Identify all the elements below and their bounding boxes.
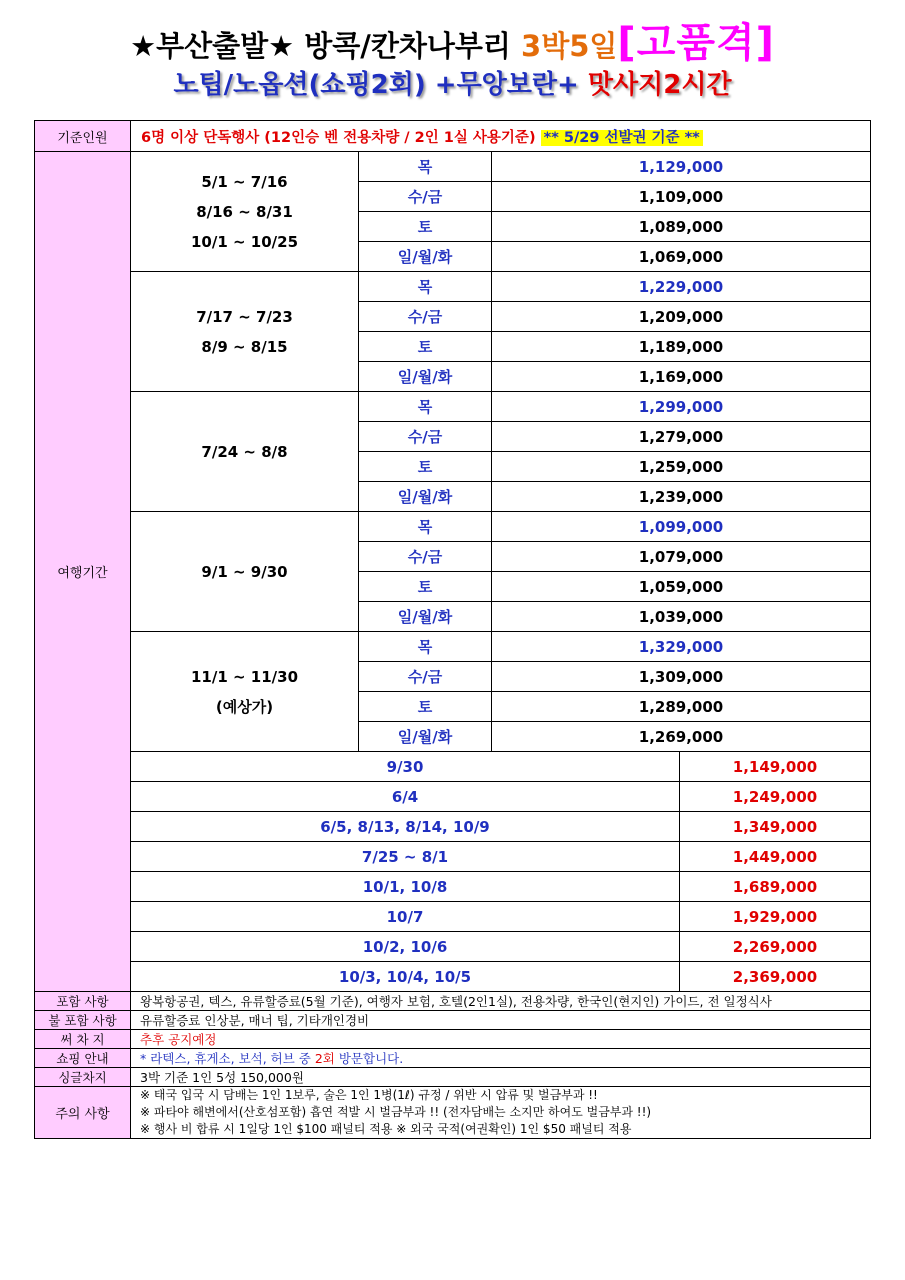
period-date-line: 8/9 ~ 8/15 — [201, 337, 288, 356]
special-date-row — [35, 932, 871, 962]
shopping-count: 2회 — [314, 1051, 335, 1066]
special-date-row — [35, 902, 871, 932]
excludes-label: 불 포함 사항 — [35, 1011, 131, 1030]
price-value: 1,069,000 — [492, 242, 871, 272]
price-value: 1,129,000 — [492, 152, 871, 182]
period-date-line: 7/17 ~ 7/23 — [196, 307, 293, 326]
day-of-week: 수/금 — [359, 662, 492, 692]
day-of-week: 일/월/화 — [359, 242, 492, 272]
day-of-week: 토 — [359, 332, 492, 362]
surcharge-text: 추후 공지예정 — [131, 1030, 871, 1049]
special-date: 10/1, 10/8 — [131, 872, 680, 902]
title-route: ★부산출발★ 방콕/칸차나부리 — [130, 29, 522, 63]
period-dates — [131, 152, 359, 272]
period-date-line: 9/1 ~ 9/30 — [201, 562, 288, 581]
note-line: ※ 파타야 해변에서(산호섬포함) 흡연 적발 시 벌금부과 !! (전자담배는 소지만 하여도 벌금부과 !!) — [140, 1105, 652, 1119]
note-line: ※ 태국 입국 시 담배는 1인 1보루, 술은 1인 1병(1ℓ) 규정 / 위반 시 압류 및 벌금부과 !! — [140, 1088, 598, 1102]
price-row — [35, 632, 871, 662]
base-condition — [131, 121, 871, 152]
title-line-1 — [0, 18, 905, 71]
day-of-week: 토 — [359, 212, 492, 242]
base-text: 6명 이상 단독행사 (12인승 벤 전용차량 / 2인 1실 사용기준) — [141, 129, 536, 146]
shopping-text-a: * 라텍스, 휴게소, 보석, 허브 중 — [140, 1051, 315, 1066]
shopping-text — [131, 1049, 871, 1068]
subtitle-options: 노팁/노옵션(쇼핑2회) +무앙보란+ — [173, 70, 588, 100]
price-value: 1,239,000 — [492, 482, 871, 512]
special-date-row — [35, 962, 871, 992]
period-dates — [131, 272, 359, 392]
day-of-week: 목 — [359, 512, 492, 542]
price-row — [35, 392, 871, 422]
special-price: 1,149,000 — [680, 752, 871, 782]
excludes-text: 유류할증료 인상분, 매너 팁, 기타개인경비 — [131, 1011, 871, 1030]
includes-label: 포함 사항 — [35, 992, 131, 1011]
price-value: 1,229,000 — [492, 272, 871, 302]
price-row — [35, 152, 871, 182]
price-table — [34, 120, 871, 1139]
special-date-row — [35, 782, 871, 812]
price-value: 1,089,000 — [492, 212, 871, 242]
special-price: 1,689,000 — [680, 872, 871, 902]
special-date-row — [35, 812, 871, 842]
period-date-line: 5/1 ~ 7/16 — [201, 172, 288, 191]
price-value: 1,079,000 — [492, 542, 871, 572]
price-value: 1,269,000 — [492, 722, 871, 752]
period-date-line: 7/24 ~ 8/8 — [201, 442, 288, 461]
day-of-week: 수/금 — [359, 542, 492, 572]
base-label: 기준인원 — [35, 121, 131, 152]
period-dates — [131, 632, 359, 752]
surcharge-label: 써 차 지 — [35, 1030, 131, 1049]
price-value: 1,169,000 — [492, 362, 871, 392]
single-charge-row — [35, 1068, 871, 1087]
title-duration: 3박5일 — [521, 29, 618, 63]
price-value: 1,299,000 — [492, 392, 871, 422]
includes-row — [35, 992, 871, 1011]
notes-label: 주의 사항 — [35, 1087, 131, 1139]
title-grade: [고품격] — [617, 20, 775, 66]
travel-period-label: 여행기간 — [35, 152, 131, 992]
special-date: 6/5, 8/13, 8/14, 10/9 — [131, 812, 680, 842]
price-value: 1,059,000 — [492, 572, 871, 602]
special-date-row — [35, 872, 871, 902]
period-date-line: 11/1 ~ 11/30 — [190, 667, 299, 686]
special-price: 1,349,000 — [680, 812, 871, 842]
special-date: 9/30 — [131, 752, 680, 782]
day-of-week: 목 — [359, 632, 492, 662]
day-of-week: 일/월/화 — [359, 482, 492, 512]
day-of-week: 수/금 — [359, 422, 492, 452]
special-date: 7/25 ~ 8/1 — [131, 842, 680, 872]
day-of-week: 수/금 — [359, 302, 492, 332]
price-value: 1,099,000 — [492, 512, 871, 542]
note-line: ※ 행사 비 합류 시 1일당 1인 $100 패널티 적용 ※ 외국 국적(여권확인) 1인 $50 패널티 적용 — [140, 1122, 632, 1136]
special-date-row — [35, 842, 871, 872]
period-dates — [131, 392, 359, 512]
price-value: 1,259,000 — [492, 452, 871, 482]
shopping-row — [35, 1049, 871, 1068]
day-of-week: 일/월/화 — [359, 722, 492, 752]
day-of-week: 토 — [359, 692, 492, 722]
notes-row — [35, 1087, 871, 1139]
period-date-line: 8/16 ~ 8/31 — [196, 202, 293, 221]
subtitle-massage: 맛사지2시간 — [587, 70, 732, 100]
special-price: 2,269,000 — [680, 932, 871, 962]
price-table-body — [35, 121, 871, 1139]
excludes-row — [35, 1011, 871, 1030]
day-of-week: 목 — [359, 272, 492, 302]
price-value: 1,289,000 — [492, 692, 871, 722]
special-date: 10/3, 10/4, 10/5 — [131, 962, 680, 992]
special-date: 10/7 — [131, 902, 680, 932]
day-of-week: 목 — [359, 152, 492, 182]
price-value: 1,109,000 — [492, 182, 871, 212]
day-of-week: 토 — [359, 572, 492, 602]
special-date: 10/2, 10/6 — [131, 932, 680, 962]
day-of-week: 일/월/화 — [359, 602, 492, 632]
period-dates — [131, 512, 359, 632]
includes-text: 왕복항공권, 텍스, 유류할증료(5월 기준), 여행자 보험, 호텔(2인1실), 전용차량, 한국인(현지인) 가이드, 전 일정식사 — [131, 992, 871, 1011]
single-charge-text: 3박 기준 1인 5성 150,000원 — [131, 1068, 871, 1087]
special-date: 6/4 — [131, 782, 680, 812]
period-date-line: (예상가) — [215, 697, 274, 716]
day-of-week: 일/월/화 — [359, 362, 492, 392]
day-of-week: 수/금 — [359, 182, 492, 212]
price-value: 1,279,000 — [492, 422, 871, 452]
price-value: 1,209,000 — [492, 302, 871, 332]
special-price: 2,369,000 — [680, 962, 871, 992]
special-date-row — [35, 752, 871, 782]
period-date-line: 10/1 ~ 10/25 — [190, 232, 299, 251]
shopping-text-c: 방문합니다. — [334, 1051, 404, 1066]
title-line-2 — [0, 67, 905, 103]
price-row — [35, 272, 871, 302]
day-of-week: 토 — [359, 452, 492, 482]
price-row — [35, 512, 871, 542]
price-value: 1,329,000 — [492, 632, 871, 662]
price-value: 1,039,000 — [492, 602, 871, 632]
notes-text — [131, 1087, 871, 1139]
base-highlight: ** 5/29 선발권 기준 ** — [541, 130, 703, 146]
price-value: 1,309,000 — [492, 662, 871, 692]
special-price: 1,929,000 — [680, 902, 871, 932]
price-value: 1,189,000 — [492, 332, 871, 362]
shopping-label: 쇼핑 안내 — [35, 1049, 131, 1068]
single-charge-label: 싱글차지 — [35, 1068, 131, 1087]
special-price: 1,449,000 — [680, 842, 871, 872]
day-of-week: 목 — [359, 392, 492, 422]
special-price: 1,249,000 — [680, 782, 871, 812]
surcharge-row — [35, 1030, 871, 1049]
